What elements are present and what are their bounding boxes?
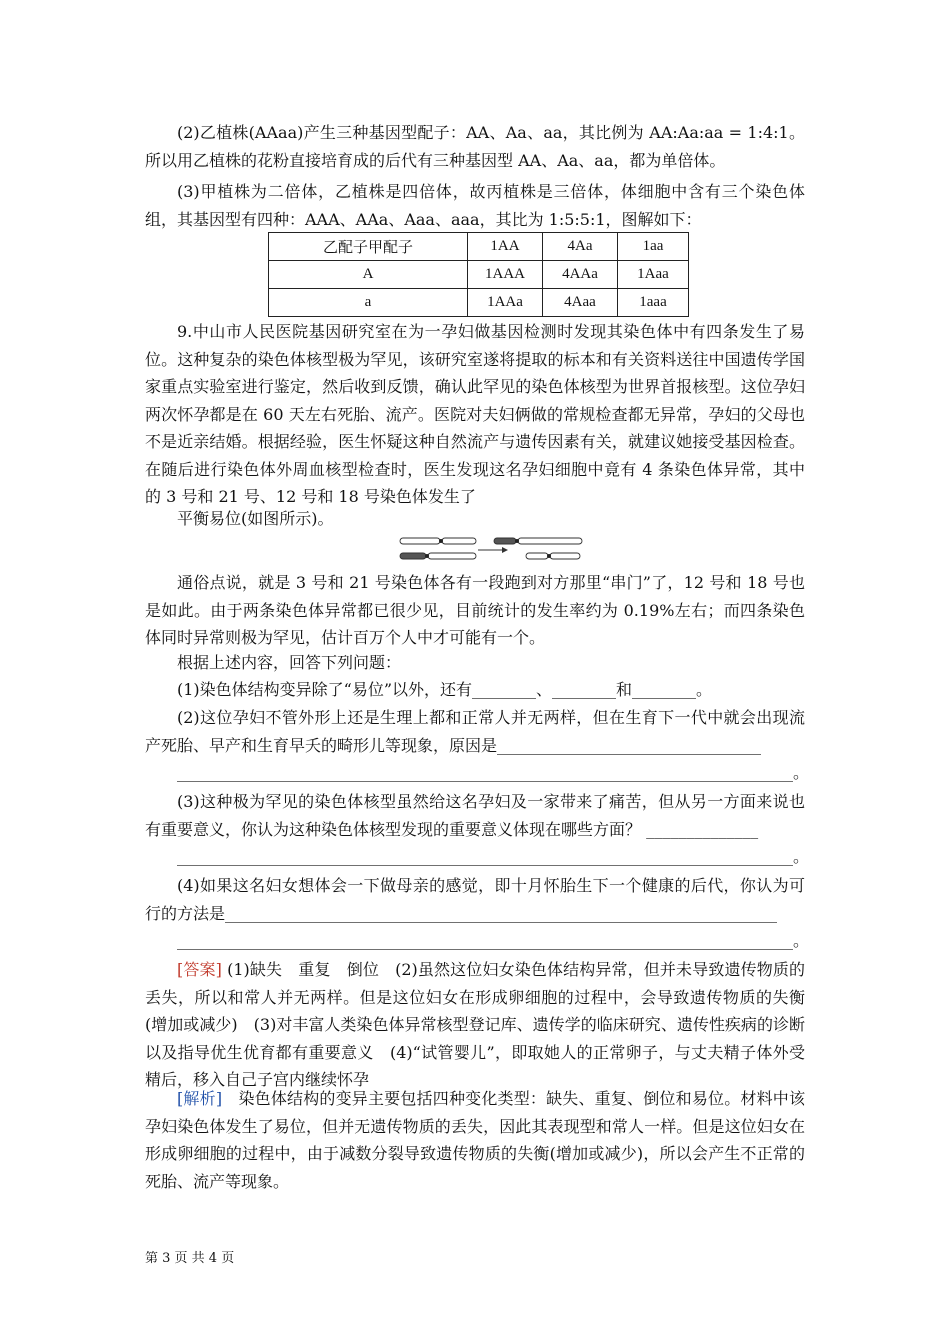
analysis-tag: [解析] bbox=[177, 1089, 223, 1108]
question-9: 9.中山市人民医院基因研究室在为一孕妇做基因检测时发现其染色体中有四条发生了易位。这种复杂的染色体核型极为罕见，该研究室遂将提取的标本和有关资料送往中国遗传学国家重点实验室进行鉴定，然后收到反馈，确认此罕见的染色体核型为世界首报核型。这位孕妇两次怀孕都是在 60 天左右死胎、流产。医院对夫妇俩做的常规检查都无异常，孕妇的父母也不是近亲结婚。根据经验，医生怀疑这种自然流产与遗传因素有关，就建议她接受基因检查。在随后进行染色体外周血核型检查时，医生发现这名孕妇细胞中竟有 4 条染色体异常，其中的 3 号和 21 号、12 号和 18 号染色体发生了 bbox=[145, 322, 805, 506]
genotype-table bbox=[268, 232, 689, 317]
answer-line-3: _____________________________________________________________________________。 bbox=[177, 847, 809, 866]
chromosome-pair-before bbox=[400, 538, 476, 559]
analysis-block bbox=[145, 1085, 805, 1195]
page-footer: 第 3 页 共 4 页 bbox=[145, 1251, 235, 1266]
table-cell: 1aa bbox=[618, 233, 689, 261]
question-9-prompt: 根据上述内容，回答下列问题： bbox=[177, 653, 402, 672]
table-row bbox=[269, 261, 689, 289]
table-cell: 1AAa bbox=[468, 289, 543, 317]
answer-text: (1)缺失 重复 倒位 (2)虽然这位妇女染色体结构异常，但并未导致遗传物质的丢失，所以和常人并无两样。但是这位妇女在形成卵细胞的过程中，会导致遗传物质的失衡(增加或减少) (3)对丰富人类染色体异常核型登记库、遗传学的临床研究、遗传性疾病的诊断以及指导优生优育都有重要意义 (4)“试管婴儿”，即取她人的正常卵子，与丈夫精子体外受精后，移入自己子宫内继续怀孕 bbox=[145, 960, 805, 1089]
table-header-row bbox=[269, 233, 689, 261]
table-cell: 4Aaa bbox=[543, 289, 618, 317]
arrow-icon bbox=[478, 547, 508, 553]
sub-question-2: (2)这位孕妇不管外形上还是生理上都和正常人并无两样，但在生育下一代中就会出现流产死胎、早产和生育早夭的畸形儿等现象，原因是_________________________________ bbox=[145, 708, 805, 755]
answer-line-2: _____________________________________________________________________________。 bbox=[177, 763, 809, 782]
answer-tag: [答案] bbox=[177, 960, 222, 979]
sub-question-4: (4)如果这名妇女想体会一下做母亲的感觉，即十月怀胎生下一个健康的后代，你认为可行的方法是_____________________________________________________________________ bbox=[145, 876, 805, 923]
table-cell: 1AA bbox=[468, 233, 543, 261]
table-cell: a bbox=[269, 289, 468, 317]
chromosome-pair-after bbox=[494, 538, 582, 559]
answer-block bbox=[145, 956, 805, 1094]
table-cell: 1AAA bbox=[468, 261, 543, 289]
paragraph-2: (2)乙植株(AAaa)产生三种基因型配子：AA、Aa、aa，其比例为 AA:Aa:aa = 1:4:1。所以用乙植株的花粉直接培育成的后代有三种基因型 AA、Aa、aa，都为单倍体。 bbox=[145, 123, 805, 170]
table-row bbox=[269, 289, 689, 317]
table-cell: 乙配子甲配子 bbox=[269, 233, 468, 261]
table-cell: 4AAa bbox=[543, 261, 618, 289]
table-cell: 4Aa bbox=[543, 233, 618, 261]
sub-question-1: (1)染色体结构变异除了“易位”以外，还有________、________和________。 bbox=[177, 680, 713, 699]
chromosome-translocation-figure bbox=[398, 535, 584, 563]
table-cell: 1Aaa bbox=[618, 261, 689, 289]
table-cell: A bbox=[269, 261, 468, 289]
question-9-figure-caption: 平衡易位(如图所示)。 bbox=[177, 509, 334, 528]
answer-line-4: _____________________________________________________________________________。 bbox=[177, 931, 809, 950]
analysis-text: 染色体结构的变异主要包括四种变化类型：缺失、重复、倒位和易位。材料中该孕妇染色体发生了易位，但并无遗传物质的丢失，因此其表现型和常人一样。但是这位妇女在形成卵细胞的过程中，由于减数分裂导致遗传物质的失衡(增加或减少)，所以会产生不正常的死胎、流产等现象。 bbox=[145, 1089, 805, 1191]
table-cell: 1aaa bbox=[618, 289, 689, 317]
sub-question-3: (3)这种极为罕见的染色体核型虽然给这名孕妇及一家带来了痛苦，但从另一方面来说也有重要意义，你认为这种染色体核型发现的重要意义体现在哪些方面？ ______________ bbox=[145, 792, 805, 839]
question-9-explanation: 通俗点说，就是 3 号和 21 号染色体各有一段跑到对方那里“串门”了，12 号和 18 号也是如此。由于两条染色体异常都已很少见，目前统计的发生率约为 0.19%左右；而四条染色体同时异常则极为罕见，估计百万个人中才可能有一个。 bbox=[145, 573, 805, 647]
paragraph-3: (3)甲植株为二倍体，乙植株是四倍体，故丙植株是三倍体，体细胞中含有三个染色体组，其基因型有四种：AAA、AAa、Aaa、aaa，其比为 1:5:5:1，图解如下： bbox=[145, 182, 805, 229]
